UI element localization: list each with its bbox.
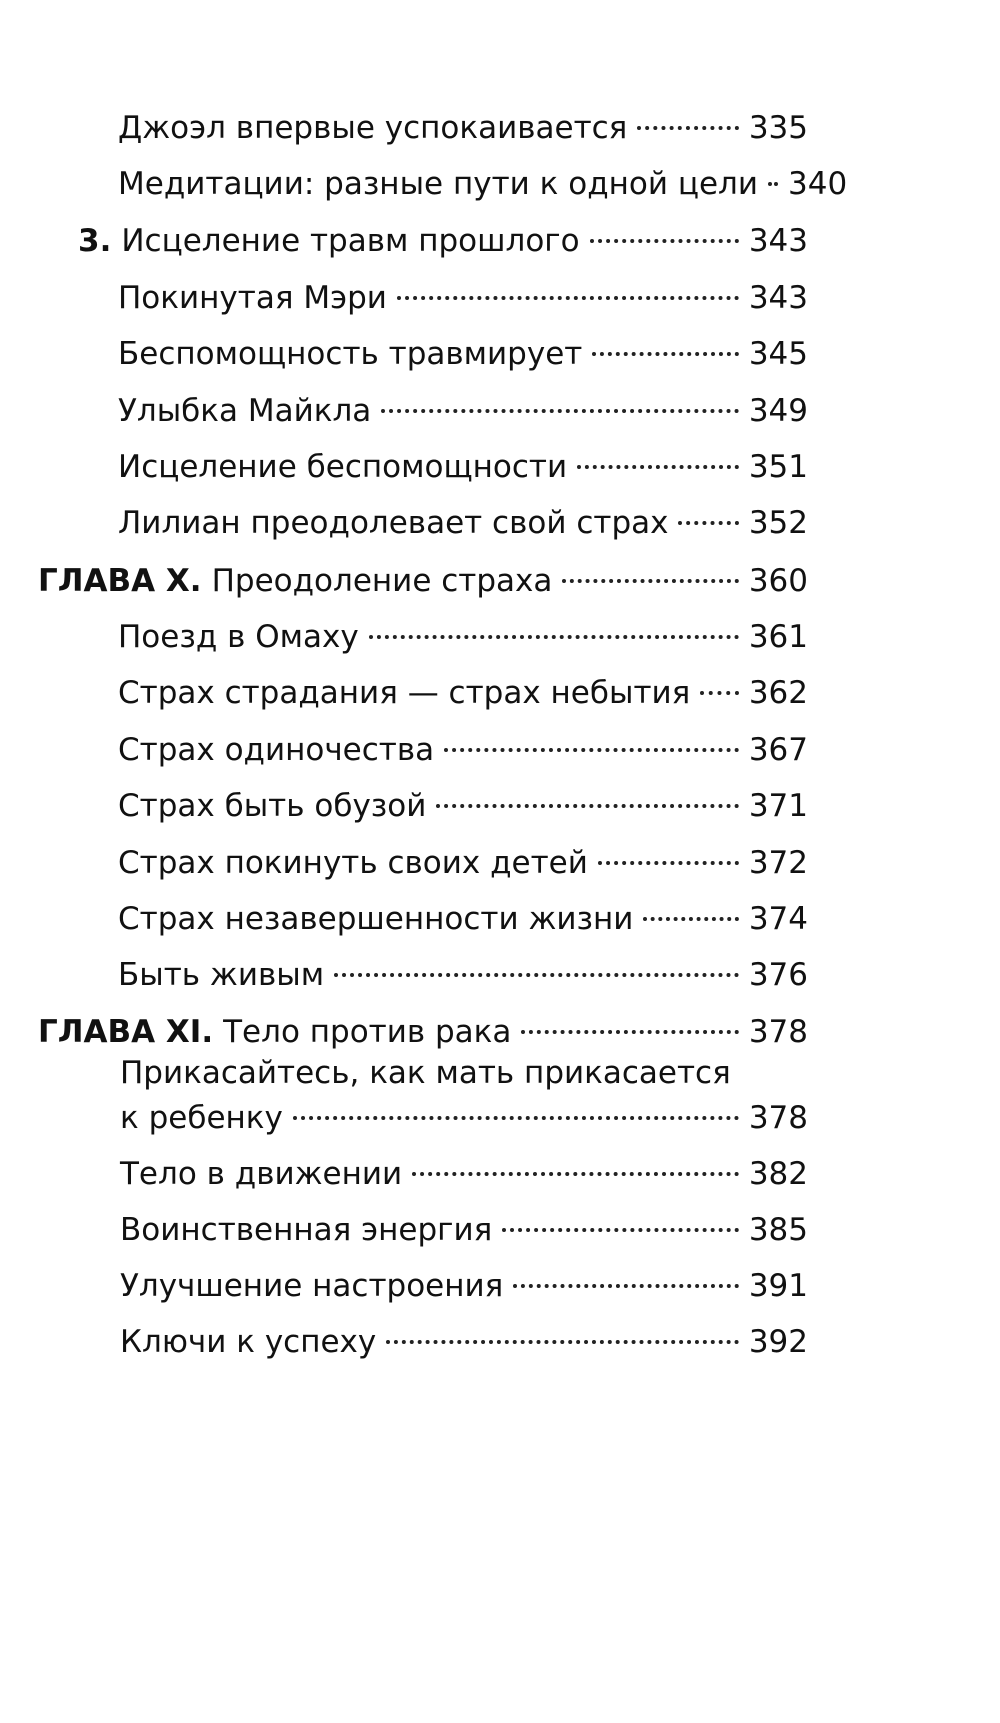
toc-chapter-entry bbox=[38, 1012, 808, 1052]
toc-entry-page: 376 bbox=[748, 957, 808, 993]
toc-entry-page: 382 bbox=[748, 1156, 808, 1192]
dot-leader bbox=[444, 748, 739, 752]
toc-entry-page: 392 bbox=[748, 1324, 808, 1360]
toc-entry bbox=[118, 617, 808, 657]
toc-entry bbox=[118, 899, 808, 939]
dot-leader bbox=[397, 296, 739, 300]
toc-entry-title-line1: Прикасайтесь, как мать прикасается bbox=[120, 1055, 731, 1091]
toc-entry-title: Быть живым bbox=[118, 957, 325, 993]
dot-leader bbox=[502, 1228, 739, 1232]
toc-entry bbox=[118, 843, 808, 883]
toc-entry-title: Улучшение настроения bbox=[120, 1268, 504, 1304]
toc-entry bbox=[118, 334, 808, 374]
toc-entry bbox=[120, 1322, 808, 1362]
toc-entry bbox=[118, 447, 808, 487]
toc-entry bbox=[118, 108, 808, 148]
toc-entry-page: 361 bbox=[748, 619, 808, 655]
toc-entry-page: 351 bbox=[748, 449, 808, 485]
dot-leader bbox=[334, 973, 739, 977]
dot-leader bbox=[521, 1030, 738, 1034]
toc-entry-page: 360 bbox=[748, 563, 808, 599]
toc-entry-title: Медитации: разные пути к одной цели bbox=[118, 166, 758, 202]
toc-section-entry bbox=[78, 221, 808, 261]
toc-entry-page: 343 bbox=[748, 223, 808, 259]
toc-entry bbox=[118, 278, 808, 318]
toc-entry-title: Исцеление беспомощности bbox=[118, 449, 568, 485]
toc-entry-title: Тело против рака bbox=[223, 1014, 512, 1050]
toc-entry-title: к ребенку bbox=[120, 1100, 283, 1136]
toc-entry-title: Преодоление страха bbox=[211, 563, 553, 599]
dot-leader bbox=[678, 521, 738, 525]
dot-leader bbox=[293, 1116, 739, 1120]
dot-leader bbox=[562, 579, 738, 583]
toc-entry-page: 378 bbox=[748, 1100, 808, 1136]
toc-entry-title: Страх незавершенности жизни bbox=[118, 901, 634, 937]
toc-entry-title: Лилиан преодолевает свой страх bbox=[118, 505, 669, 541]
toc-entry-title: Беспомощность травмирует bbox=[118, 336, 583, 372]
dot-leader bbox=[700, 691, 739, 695]
toc-entry-title: Страх страдания — страх небытия bbox=[118, 675, 691, 711]
dot-leader bbox=[412, 1172, 739, 1176]
dot-leader bbox=[637, 126, 738, 130]
toc-entry-page: 378 bbox=[748, 1014, 808, 1050]
toc-entry-page: 340 bbox=[788, 166, 848, 202]
toc-entry-title: Страх одиночества bbox=[118, 732, 435, 768]
toc-entry-page: 362 bbox=[748, 675, 808, 711]
chapter-label: ГЛАВА X. bbox=[38, 563, 202, 599]
dot-leader bbox=[768, 182, 778, 186]
toc-entry bbox=[120, 1098, 808, 1138]
dot-leader bbox=[590, 239, 739, 243]
dot-leader bbox=[598, 861, 739, 865]
toc-entry-title: Воинственная энергия bbox=[120, 1212, 493, 1248]
toc-chapter-entry bbox=[38, 561, 808, 601]
toc-entry-page: 374 bbox=[748, 901, 808, 937]
dot-leader bbox=[513, 1284, 739, 1288]
dot-leader bbox=[577, 465, 739, 469]
toc-entry-page: 372 bbox=[748, 845, 808, 881]
toc-entry-title: Джоэл впервые успокаивается bbox=[118, 110, 628, 146]
dot-leader bbox=[381, 409, 739, 413]
toc-entry-title: Страх покинуть своих детей bbox=[118, 845, 588, 881]
toc-entry bbox=[120, 1154, 808, 1194]
toc-entry bbox=[120, 1266, 808, 1306]
toc-entry-title: Исцеление травм прошлого bbox=[121, 223, 580, 259]
dot-leader bbox=[436, 804, 738, 808]
toc-entry bbox=[118, 503, 808, 543]
toc-entry bbox=[120, 1210, 808, 1250]
toc-entry-page: 371 bbox=[748, 788, 808, 824]
toc-entry bbox=[118, 786, 808, 826]
toc-entry-title: Страх быть обузой bbox=[118, 788, 427, 824]
toc-entry-title: Тело в движении bbox=[120, 1156, 403, 1192]
toc-entry-page: 352 bbox=[748, 505, 808, 541]
toc-entry bbox=[118, 164, 848, 204]
toc-entry-page: 349 bbox=[748, 393, 808, 429]
toc-entry-page: 391 bbox=[748, 1268, 808, 1304]
toc-entry bbox=[118, 955, 808, 995]
toc-entry-page: 343 bbox=[748, 280, 808, 316]
dot-leader bbox=[369, 635, 739, 639]
toc-entry-page: 345 bbox=[748, 336, 808, 372]
toc-entry-page: 335 bbox=[748, 110, 808, 146]
chapter-label: ГЛАВА XI. bbox=[38, 1014, 214, 1050]
toc-entry-title: Улыбка Майкла bbox=[118, 393, 372, 429]
toc-entry bbox=[118, 391, 808, 431]
dot-leader bbox=[643, 917, 738, 921]
dot-leader bbox=[386, 1340, 739, 1344]
toc-entry-page: 385 bbox=[748, 1212, 808, 1248]
dot-leader bbox=[592, 352, 739, 356]
toc-entry-page: 367 bbox=[748, 732, 808, 768]
toc-entry-title: Поезд в Омаху bbox=[118, 619, 359, 655]
toc-entry bbox=[118, 673, 808, 713]
section-number: 3. bbox=[78, 223, 112, 259]
toc-entry-title: Покинутая Мэри bbox=[118, 280, 387, 316]
toc-entry bbox=[118, 730, 808, 770]
toc-entry-title: Ключи к успеху bbox=[120, 1324, 377, 1360]
